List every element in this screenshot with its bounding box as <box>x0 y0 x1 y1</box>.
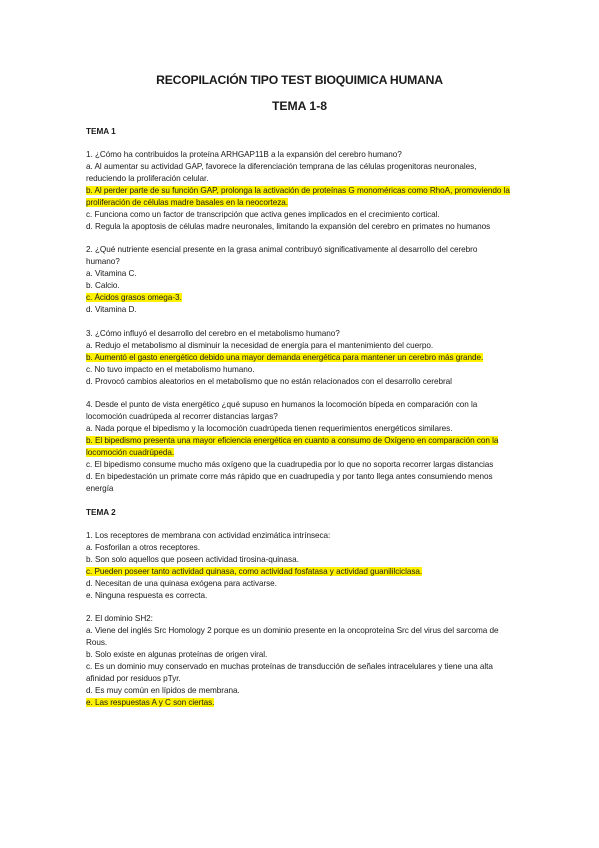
answer-option: e. Ninguna respuesta es correcta. <box>86 590 208 600</box>
question-block <box>86 399 513 495</box>
answer-option: a. Fosforilan a otros receptores. <box>86 542 200 552</box>
question-text: 2. El dominio SH2: <box>86 613 153 623</box>
answer-option: c. El bipedismo consume mucho más oxígeno que la cuadrupedia por lo que no soporta recorrer largas distancias <box>86 460 494 470</box>
answer-option: c. Funciona como un factor de transcripción que activa genes implicados en el crecimiento cortical. <box>86 210 440 219</box>
answer-option: a. Nada porque el bipedismo y la locomoción cuadrúpeda tienen requerimientos energéticos similares. <box>86 424 453 434</box>
question-block <box>86 613 513 709</box>
answer-option: b. Solo existe en algunas proteínas de origen viral. <box>86 649 268 659</box>
answer-option: d. Provocó cambios aleatorios en el metabolismo que no están relacionados con el desarrollo cerebral <box>86 376 452 386</box>
answer-option: d. Necesitan de una quinasa exógena para activarse. <box>86 578 277 588</box>
answer-option-correct: b. Al perder parte de su función GAP, prolonga la activación de proteínas G monoméricas como RhoA, promoviendo la proliferación de células madre basales en la neocorteza. <box>86 186 510 207</box>
section-heading: TEMA 2 <box>86 507 116 517</box>
section-heading: TEMA 1 <box>86 127 116 136</box>
answer-option: d. En bipedestación un primate corre más rápido que en cuadrupedia y por tanto llega antes consumiendo menos energía <box>86 472 493 494</box>
answer-option: a. Vitamina C. <box>86 269 137 279</box>
question-text: 2. ¿Qué nutriente esencial presente en la grasa animal contribuyó significativamente al desarrollo del cerebro humano? <box>86 245 478 267</box>
question-block <box>86 328 513 388</box>
answer-option: a. Viene del inglés Src Homology 2 porque es un dominio presente en la oncoproteína Src del virus del sarcoma de Rous. <box>86 625 499 647</box>
answer-option-correct: e. Las respuestas A y C son ciertas. <box>86 697 215 707</box>
answer-option-correct: c. Pueden poseer tanto actividad quinasa, como actividad fosfatasa y actividad guanililciclasa. <box>86 566 423 576</box>
question-block <box>86 530 513 602</box>
question-block <box>86 244 513 316</box>
answer-option-correct: b. El bipedismo presenta una mayor eficiencia energética en cuanto a consumo de Oxígeno en comparación con la locomoción cuadrúpeda. <box>86 436 499 458</box>
answer-option: b. Son solo aquellos que poseen actividad tirosina-quinasa. <box>86 554 299 564</box>
question-text: 1. ¿Cómo ha contribuidos la proteína ARHGAP11B a la expansión del cerebro humano? <box>86 150 402 159</box>
answer-option-correct: b. Aumentó el gasto energético debido una mayor demanda energética para mantener un cerebro más grande. <box>86 352 484 362</box>
answer-option: c. Es un dominio muy conservado en muchas proteínas de transducción de señales intracelulares y tiene una alta afinidad por residuos pTyr. <box>86 661 493 683</box>
question-block <box>86 149 513 233</box>
document-title: RECOPILACIÓN TIPO TEST BIOQUIMICA HUMANA <box>156 73 443 87</box>
answer-option: c. No tuvo impacto en el metabolismo humano. <box>86 364 255 374</box>
answer-option: d. Vitamina D. <box>86 305 137 315</box>
document-subtitle: TEMA 1-8 <box>271 99 328 113</box>
answer-option: a. Redujo el metabolismo al disminuir la necesidad de energía para el mantenimiento del cuerpo. <box>86 340 434 350</box>
question-text: 1. Los receptores de membrana con actividad enzimática intrínseca: <box>86 530 331 540</box>
document-body <box>86 126 513 720</box>
answer-option: b. Calcio. <box>86 281 120 291</box>
answer-option: d. Regula la apoptosis de células madre neuronales, limitando la expansión del cerebro en primates no humanos <box>86 222 491 231</box>
answer-option: d. Es muy común en lípidos de membrana. <box>86 685 240 695</box>
section-tema-1 <box>86 126 513 495</box>
answer-option-correct: c. Ácidos grasos omega-3. <box>86 293 182 303</box>
section-tema-2 <box>86 507 513 709</box>
question-text: 3. ¿Cómo influyó el desarrollo del cerebro en el metabolismo humano? <box>86 328 340 338</box>
question-text: 4. Desde el punto de vista energético ¿qué supuso en humanos la locomoción bípeda en comparación con la locomoción cuadrúpeda al recorrer distancias largas? <box>86 400 478 422</box>
answer-option: a. Al aumentar su actividad GAP, favorece la diferenciación temprana de las células progenitoras neuronales, reduciendo la proliferación celular. <box>86 162 477 183</box>
